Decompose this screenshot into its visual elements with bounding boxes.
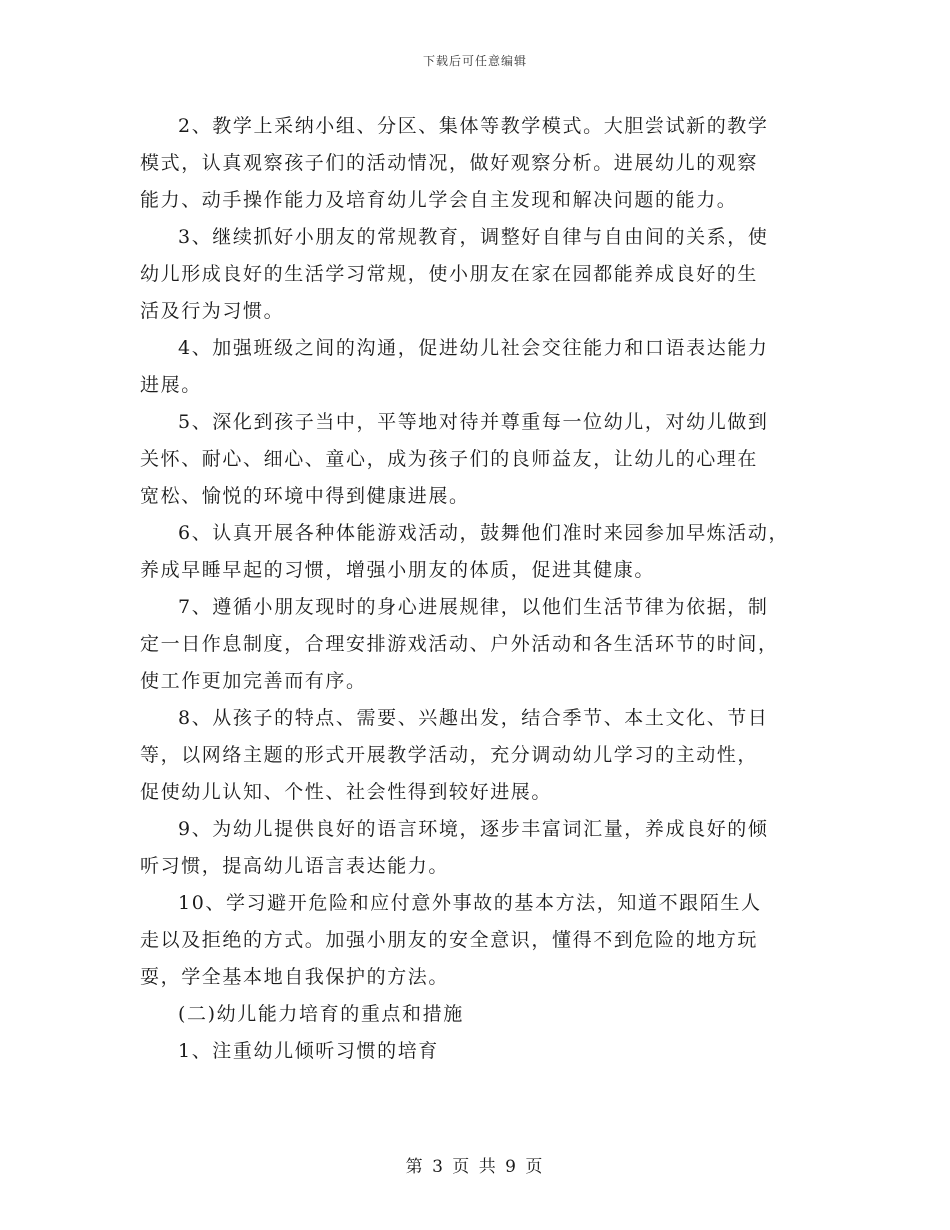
text-line: 8、从孩子的特点、需要、兴趣出发，结合季节、本土文化、节日 bbox=[178, 707, 769, 729]
text-line: 能力、动手操作能力及培育幼儿学会自主发现和解决问题的能力。 bbox=[140, 189, 738, 211]
text-line: 9、为幼儿提供良好的语言环境，逐步丰富词汇量，养成良好的倾 bbox=[178, 818, 769, 840]
text-line: 关怀、耐心、细心、童心，成为孩子们的良师益友，让幼儿的心理在 bbox=[140, 448, 759, 470]
text-line: (二)幼儿能力培育的重点和措施 bbox=[178, 1003, 464, 1025]
subsection-heading bbox=[140, 1033, 812, 1070]
document-body bbox=[140, 108, 812, 1070]
paragraph-4 bbox=[140, 330, 812, 404]
text-line: 养成早睡早起的习惯，增强小朋友的体质，促进其健康。 bbox=[140, 559, 656, 581]
paragraph-10 bbox=[140, 885, 812, 996]
paragraph-8 bbox=[140, 700, 812, 811]
paragraph-6 bbox=[140, 515, 812, 589]
text-line: 听习惯，提高幼儿语言表达能力。 bbox=[140, 855, 450, 877]
text-line: 5、深化到孩子当中，平等地对待并尊重每一位幼儿，对幼儿做到 bbox=[178, 411, 769, 433]
text-line: 2、教学上采纳小组、分区、集体等教学模式。大胆尝试新的教学 bbox=[178, 115, 769, 137]
text-line: 走以及拒绝的方式。加强小朋友的安全意识，懂得不到危险的地方玩 bbox=[140, 929, 759, 951]
paragraph-7 bbox=[140, 589, 812, 700]
text-line: 耍，学全基本地自我保护的方法。 bbox=[140, 966, 450, 988]
paragraph-2 bbox=[140, 108, 812, 219]
page-number-footer: 第 3 页 共 9 页 bbox=[405, 1157, 545, 1177]
section-heading bbox=[140, 996, 812, 1033]
paragraph-9 bbox=[140, 811, 812, 885]
text-line: 宽松、愉悦的环境中得到健康进展。 bbox=[140, 485, 470, 507]
text-line: 10、学习避开危险和应付意外事故的基本方法，知道不跟陌生人 bbox=[178, 892, 762, 914]
text-line: 促使幼儿认知、个性、社会性得到较好进展。 bbox=[140, 781, 553, 803]
text-line: 等，以网络主题的形式开展教学活动，充分调动幼儿学习的主动性， bbox=[140, 744, 759, 766]
text-line: 定一日作息制度，合理安排游戏活动、户外活动和各生活环节的时间， bbox=[140, 633, 779, 655]
text-line: 3、继续抓好小朋友的常规教育，调整好自律与自由间的关系，使 bbox=[178, 226, 769, 248]
text-line: 进展。 bbox=[140, 374, 202, 396]
paragraph-5 bbox=[140, 404, 812, 515]
text-line: 活及行为习惯。 bbox=[140, 300, 285, 322]
text-line: 模式，认真观察孩子们的活动情况，做好观察分析。进展幼儿的观察 bbox=[140, 152, 759, 174]
text-line: 使工作更加完善而有序。 bbox=[140, 670, 367, 692]
text-line: 4、加强班级之间的沟通，促进幼儿社会交往能力和口语表达能力 bbox=[178, 337, 769, 359]
text-line: 幼儿形成良好的生活学习常规，使小朋友在家在园都能养成良好的生 bbox=[140, 263, 759, 285]
page-header: 下载后可任意编辑 bbox=[422, 54, 527, 68]
text-line: 7、遵循小朋友现时的身心进展规律，以他们生活节律为依据，制 bbox=[178, 596, 769, 618]
paragraph-3 bbox=[140, 219, 812, 330]
text-line: 1、注重幼儿倾听习惯的培育 bbox=[178, 1040, 439, 1062]
text-line: 6、认真开展各种体能游戏活动，鼓舞他们准时来园参加早炼活动， bbox=[178, 522, 790, 544]
